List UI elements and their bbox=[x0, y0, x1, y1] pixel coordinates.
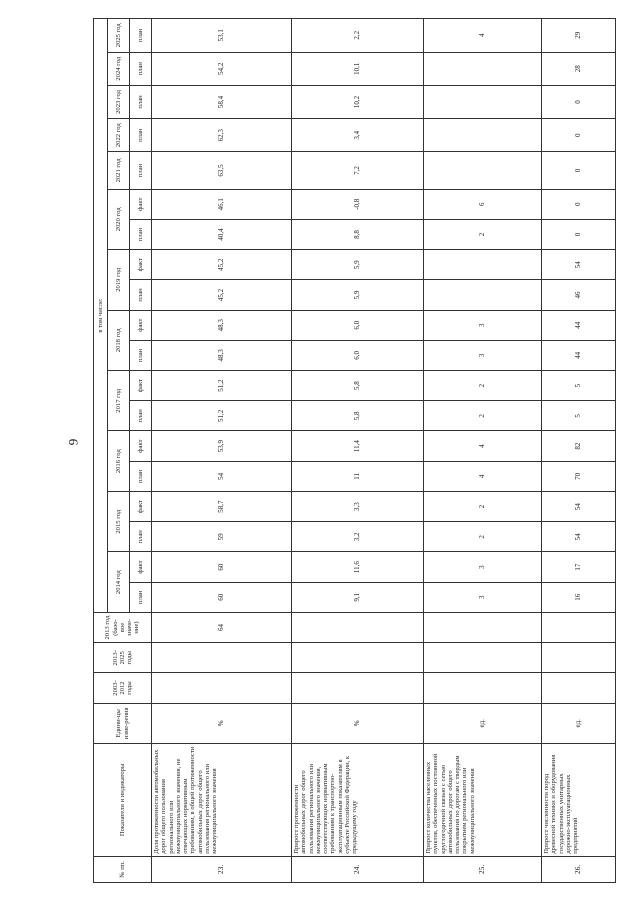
cell-value: 10,1 bbox=[292, 52, 424, 85]
header-year: 2017 год bbox=[108, 371, 130, 431]
cell-2013-2025 bbox=[152, 643, 292, 673]
cell-value: 6,0 bbox=[292, 340, 424, 370]
header-year: 2020 год bbox=[108, 189, 130, 249]
cell-value: 6,0 bbox=[292, 310, 424, 340]
row-unit: % bbox=[152, 703, 292, 743]
cell-value: 5,8 bbox=[292, 401, 424, 431]
header-year: 2021 год bbox=[108, 152, 130, 189]
cell-value: 48,3 bbox=[152, 340, 292, 370]
rotated-table-container bbox=[93, 18, 633, 883]
header-plan: план bbox=[130, 152, 152, 189]
cell-value: 0 bbox=[542, 119, 616, 152]
cell-value: 8,8 bbox=[292, 219, 424, 249]
cell-value: 10,2 bbox=[292, 85, 424, 118]
cell-value: 40,4 bbox=[152, 219, 292, 249]
header-year: 2015 год bbox=[108, 491, 130, 551]
cell-value bbox=[424, 52, 542, 85]
header-year: 2014 год bbox=[108, 552, 130, 612]
cell-value: 60 bbox=[152, 582, 292, 612]
cell-value: 5 bbox=[542, 401, 616, 431]
cell-value: 51,2 bbox=[152, 371, 292, 401]
cell-value: 3 bbox=[424, 582, 542, 612]
cell-2013-2025 bbox=[542, 643, 616, 673]
row-num: 24. bbox=[292, 856, 424, 882]
cell-2003-2012 bbox=[152, 673, 292, 703]
cell-value: 51,2 bbox=[152, 401, 292, 431]
header-indicator: Показатели и индикаторы bbox=[94, 743, 152, 856]
cell-2003-2012 bbox=[424, 673, 542, 703]
row-unit: ед. bbox=[542, 703, 616, 743]
page-number: 9 bbox=[65, 438, 81, 446]
cell-value bbox=[424, 85, 542, 118]
cell-value: 58,7 bbox=[152, 491, 292, 521]
cell-value bbox=[424, 250, 542, 280]
cell-value: 58,4 bbox=[152, 85, 292, 118]
header-fact: факт bbox=[130, 491, 152, 521]
cell-value: 2 bbox=[424, 371, 542, 401]
cell-value: 9,1 bbox=[292, 582, 424, 612]
table-row bbox=[292, 19, 424, 883]
cell-value: 3 bbox=[424, 340, 542, 370]
header-unit: Едини-цы изме-рения bbox=[94, 703, 152, 743]
row-unit: % bbox=[292, 703, 424, 743]
cell-value: 53,9 bbox=[152, 431, 292, 461]
cell-value: 54 bbox=[542, 250, 616, 280]
header-plan: план bbox=[130, 280, 152, 310]
header-fact: факт bbox=[130, 371, 152, 401]
header-2013-2025: 2013-2025 годы bbox=[94, 643, 152, 673]
cell-value: 11 bbox=[292, 461, 424, 491]
table-row bbox=[542, 19, 616, 883]
cell-2003-2012 bbox=[292, 673, 424, 703]
cell-value: 3 bbox=[424, 552, 542, 582]
header-plan: план bbox=[130, 52, 152, 85]
cell-value: 2 bbox=[424, 522, 542, 552]
cell-value bbox=[424, 152, 542, 189]
cell-value: 0 bbox=[542, 219, 616, 249]
cell-value: 11,6 bbox=[292, 552, 424, 582]
cell-value: 54 bbox=[542, 491, 616, 521]
cell-value: 0 bbox=[542, 85, 616, 118]
row-unit: ед. bbox=[424, 703, 542, 743]
header-plan: план bbox=[130, 219, 152, 249]
cell-value: 54 bbox=[542, 522, 616, 552]
cell-value: 44 bbox=[542, 310, 616, 340]
cell-value: 3,3 bbox=[292, 491, 424, 521]
cell-2013-base bbox=[424, 612, 542, 642]
indicators-table bbox=[93, 18, 616, 883]
header-fact: факт bbox=[130, 250, 152, 280]
cell-2003-2012 bbox=[542, 673, 616, 703]
header-year: 2024 год bbox=[108, 52, 130, 85]
cell-value: 7,2 bbox=[292, 152, 424, 189]
cell-value: 54 bbox=[152, 461, 292, 491]
row-num: 26. bbox=[542, 856, 616, 882]
cell-value: 60 bbox=[152, 552, 292, 582]
cell-2013-base bbox=[542, 612, 616, 642]
row-indicator: Прирост количества населенных пунктов, обеспеченных постоянной круглогодичной связью с сетью автомобильных дорог общего пользования по дорогам с твердым покрытием регионального или межмуниципального значения bbox=[424, 743, 542, 856]
cell-value: 70 bbox=[542, 461, 616, 491]
header-2003-2012: 2003-2012 годы bbox=[94, 673, 152, 703]
header-fact: факт bbox=[130, 552, 152, 582]
cell-value: 46,1 bbox=[152, 189, 292, 219]
header-year: 2023 год bbox=[108, 85, 130, 118]
cell-value: 54,2 bbox=[152, 52, 292, 85]
cell-2013-2025 bbox=[424, 643, 542, 673]
table-row bbox=[152, 19, 292, 883]
cell-value: 4 bbox=[424, 431, 542, 461]
cell-value: 82 bbox=[542, 431, 616, 461]
cell-value bbox=[424, 280, 542, 310]
cell-value: 53,1 bbox=[152, 19, 292, 53]
cell-2013-2025 bbox=[292, 643, 424, 673]
header-year: 2025 год bbox=[108, 19, 130, 53]
header-plan: план bbox=[130, 582, 152, 612]
cell-value: 5,8 bbox=[292, 371, 424, 401]
cell-2013-base: 64 bbox=[152, 612, 292, 642]
cell-value: -0,8 bbox=[292, 189, 424, 219]
cell-value: 2 bbox=[424, 491, 542, 521]
header-fact: факт bbox=[130, 189, 152, 219]
cell-value: 5,9 bbox=[292, 280, 424, 310]
cell-value: 62,3 bbox=[152, 119, 292, 152]
cell-value: 3 bbox=[424, 310, 542, 340]
cell-value bbox=[424, 119, 542, 152]
row-indicator: Прирост протяженности автомобильных дорог общего пользования регионального или межмуниципального значения, соответствующих нормативным требованиям к транспортно-эксплуатационным показателям в субъекте Российской Федерации, к предыдущему году bbox=[292, 743, 424, 856]
cell-value: 28 bbox=[542, 52, 616, 85]
cell-value: 2 bbox=[424, 219, 542, 249]
cell-value: 0 bbox=[542, 189, 616, 219]
cell-value: 5 bbox=[542, 371, 616, 401]
table-row bbox=[424, 19, 542, 883]
cell-value: 3,2 bbox=[292, 522, 424, 552]
header-2013-base: 2013 год (базо-вое значе-ние) bbox=[94, 612, 152, 642]
header-plan: план bbox=[130, 85, 152, 118]
cell-2013-base bbox=[292, 612, 424, 642]
cell-value: 29 bbox=[542, 19, 616, 53]
cell-value: 6 bbox=[424, 189, 542, 219]
cell-value: 45,2 bbox=[152, 280, 292, 310]
cell-value: 4 bbox=[424, 19, 542, 53]
cell-value: 2,2 bbox=[292, 19, 424, 53]
row-indicator: Доля протяженности автомобильных дорог общего пользования регионального или межмуниципального значения, не отвечающих нормативным требованиям, в общей протяженности автомобильных дорог общего пользования регионального или межмуниципального значения bbox=[152, 743, 292, 856]
header-plan: план bbox=[130, 461, 152, 491]
header-num: № пп. bbox=[94, 856, 152, 882]
cell-value: 63,5 bbox=[152, 152, 292, 189]
header-plan: план bbox=[130, 522, 152, 552]
cell-value: 3,4 bbox=[292, 119, 424, 152]
header-year: 2018 год bbox=[108, 310, 130, 370]
header-plan: план bbox=[130, 119, 152, 152]
row-num: 25. bbox=[424, 856, 542, 882]
row-indicator: Прирост численности пород древесной техники и оборудования государственных унитарных дорожно-эксплуатационных предприятий bbox=[542, 743, 616, 856]
cell-value: 44 bbox=[542, 340, 616, 370]
cell-value: 59 bbox=[152, 522, 292, 552]
cell-value: 2 bbox=[424, 401, 542, 431]
cell-value: 5,9 bbox=[292, 250, 424, 280]
header-plan: план bbox=[130, 340, 152, 370]
cell-value: 45,2 bbox=[152, 250, 292, 280]
cell-value: 16 bbox=[542, 582, 616, 612]
header-fact: факт bbox=[130, 310, 152, 340]
cell-value: 46 bbox=[542, 280, 616, 310]
header-plan: план bbox=[130, 19, 152, 53]
cell-value: 0 bbox=[542, 152, 616, 189]
cell-value: 17 bbox=[542, 552, 616, 582]
cell-value: 4 bbox=[424, 461, 542, 491]
header-fact: факт bbox=[130, 431, 152, 461]
row-num: 23. bbox=[152, 856, 292, 882]
header-year: 2019 год bbox=[108, 250, 130, 310]
header-year: 2022 год bbox=[108, 119, 130, 152]
header-plan: план bbox=[130, 401, 152, 431]
cell-value: 11,4 bbox=[292, 431, 424, 461]
header-including: в том числе: bbox=[94, 19, 108, 613]
cell-value: 48,3 bbox=[152, 310, 292, 340]
header-year: 2016 год bbox=[108, 431, 130, 491]
